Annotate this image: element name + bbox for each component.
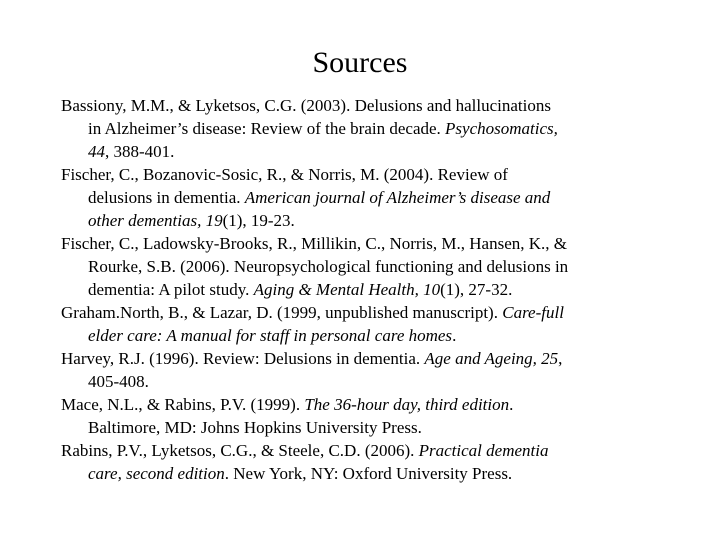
reference-line <box>61 163 681 186</box>
reference-line <box>61 462 681 485</box>
reference-text: (1), 19-23. <box>222 211 295 230</box>
reference-text: delusions in dementia. <box>88 188 245 207</box>
reference-italic-text: other dementias, 19 <box>88 211 223 230</box>
reference-item <box>61 393 681 439</box>
reference-italic-text: elder care: A manual for staff in personal care homes <box>88 326 453 345</box>
reference-line <box>61 301 681 324</box>
reference-italic-text: Psychosomatics, <box>445 119 558 138</box>
reference-line <box>61 209 681 232</box>
reference-line <box>61 416 681 439</box>
reference-text: , 388-401. <box>105 142 175 161</box>
reference-list <box>61 94 681 485</box>
reference-text: in Alzheimer’s disease: Review of the brain decade. <box>88 119 446 138</box>
reference-line <box>61 324 681 347</box>
reference-line <box>61 94 681 117</box>
reference-italic-text: Practical dementia <box>418 441 549 460</box>
reference-item <box>61 163 681 232</box>
reference-text: , <box>558 349 563 368</box>
reference-line <box>61 347 681 370</box>
reference-line <box>61 278 681 301</box>
reference-italic-text: The 36-hour day, third edition <box>304 395 510 414</box>
reference-italic-text: Care-full <box>502 303 564 322</box>
reference-item <box>61 94 681 163</box>
reference-line <box>61 370 681 393</box>
reference-text: . <box>452 326 457 345</box>
reference-line <box>61 393 681 416</box>
reference-item <box>61 301 681 347</box>
reference-text: Bassiony, M.M., & Lyketsos, C.G. (2003). Delusions and hallucinations <box>61 96 551 115</box>
reference-text: Fischer, C., Bozanovic-Sosic, R., & Norris, M. (2004). Review of <box>61 165 508 184</box>
reference-line <box>61 255 681 278</box>
reference-text: (1), 27-32. <box>440 280 513 299</box>
reference-text: Rourke, S.B. (2006). Neuropsychological functioning and delusions in <box>88 257 569 276</box>
reference-text: Baltimore, MD: Johns Hopkins University Press. <box>88 418 422 437</box>
reference-text: dementia: A pilot study. <box>88 280 254 299</box>
reference-italic-text: 44 <box>88 142 105 161</box>
reference-text: . New York, NY: Oxford University Press. <box>224 464 513 483</box>
reference-text: Rabins, P.V., Lyketsos, C.G., & Steele, C.D. (2006). <box>61 441 419 460</box>
reference-line <box>61 140 681 163</box>
reference-text: Harvey, R.J. (1996). Review: Delusions in dementia. <box>61 349 425 368</box>
reference-item <box>61 347 681 393</box>
reference-text: Mace, N.L., & Rabins, P.V. (1999). <box>61 395 305 414</box>
reference-line <box>61 117 681 140</box>
slide-title: Sources <box>312 46 408 79</box>
reference-italic-text: Aging & Mental Health, 10 <box>253 280 441 299</box>
reference-item <box>61 232 681 301</box>
reference-italic-text: care, second edition <box>88 464 225 483</box>
reference-line <box>61 186 681 209</box>
reference-item <box>61 439 681 485</box>
reference-line <box>61 232 681 255</box>
reference-line <box>61 439 681 462</box>
reference-text: Fischer, C., Ladowsky-Brooks, R., Millikin, C., Norris, M., Hansen, K., & <box>61 234 567 253</box>
reference-text: . <box>509 395 514 414</box>
reference-text: Graham.North, B., & Lazar, D. (1999, unpublished manuscript). <box>61 303 503 322</box>
reference-italic-text: American journal of Alzheimer’s disease and <box>244 188 551 207</box>
reference-italic-text: Age and Ageing, 25 <box>424 349 559 368</box>
reference-text: 405-408. <box>88 372 149 391</box>
